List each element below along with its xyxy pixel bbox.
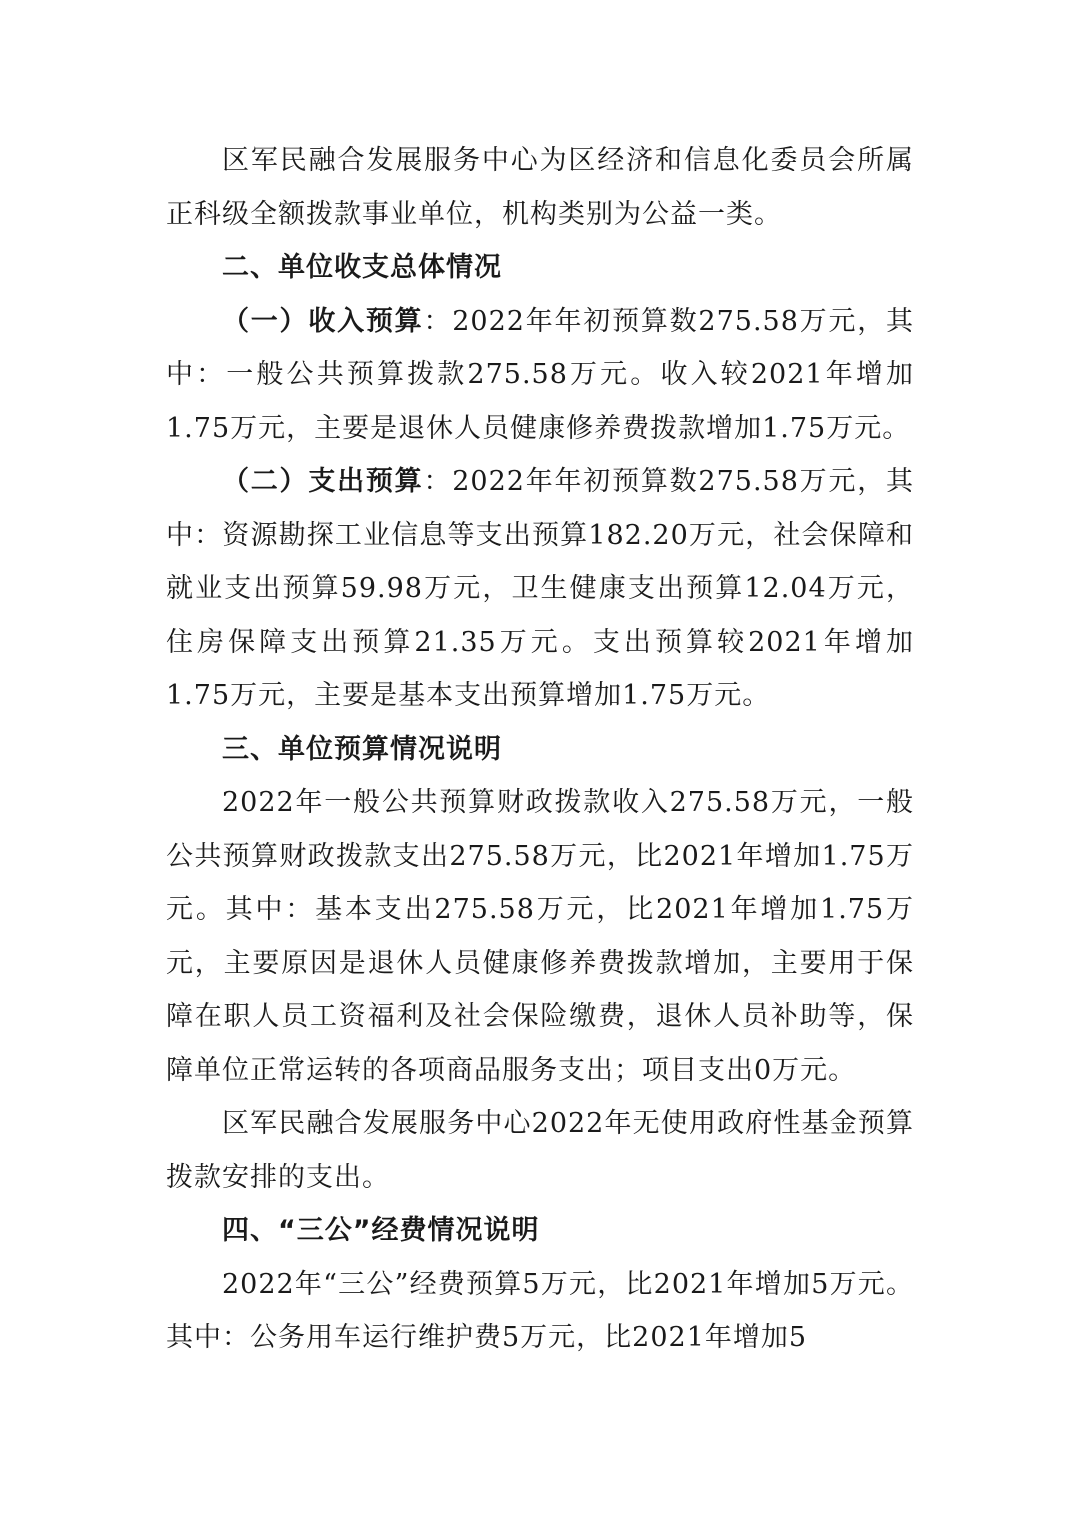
- income-budget-label: （一）收入预算: [222, 305, 424, 337]
- expense-budget-text: ：2022年年初预算数275.58万元，其中：资源勘探工业信息等支出预算182.20万元，社会保障和就业支出预算59.98万元，卫生健康支出预算12.04万元，住房保障支出预算21.35万元。支出预算较2021年增加1.75万元，主要是基本支出预算增加1.75万元。: [166, 466, 915, 711]
- income-budget-text: ：2022年年初预算数275.58万元，其中：一般公共预算拨款275.58万元。收入较2021年增加1.75万元，主要是退休人员健康修养费拨款增加1.75万元。: [166, 305, 915, 444]
- paragraph-expense-budget: [166, 455, 914, 723]
- paragraph-fiscal-allocation: 2022年一般公共预算财政拨款收入275.58万元，一般公共预算财政拨款支出275.58万元，比2021年增加1.75万元。其中：基本支出275.58万元，比2021年增加1.75万元，主要原因是退休人员健康修养费拨款增加，主要用于保障在职人员工资福利及社会保险缴费，退休人员补助等，保障单位正常运转的各项商品服务支出；项目支出0万元。: [166, 787, 914, 1086]
- paragraph-three-public-funds: 2022年“三公”经费预算5万元，比2021年增加5万元。其中：公务用车运行维护费5万元，比2021年增加5: [166, 1268, 914, 1353]
- paragraph-unit-overview: 区军民融合发展服务中心为区经济和信息化委员会所属正科级全额拨款事业单位，机构类别为公益一类。: [166, 145, 914, 230]
- section-heading-three-public: 四、“三公”经费情况说明: [222, 1215, 540, 1246]
- expense-budget-label: （二）支出预算: [222, 466, 424, 497]
- paragraph-government-fund: 区军民融合发展服务中心2022年无使用政府性基金预算拨款安排的支出。: [166, 1108, 914, 1193]
- paragraph-income-budget: [166, 295, 914, 456]
- section-heading-budget-explanation: 三、单位预算情况说明: [222, 733, 502, 765]
- section-heading-income-expense: 二、单位收支总体情况: [222, 252, 502, 283]
- document-body: [166, 134, 914, 1365]
